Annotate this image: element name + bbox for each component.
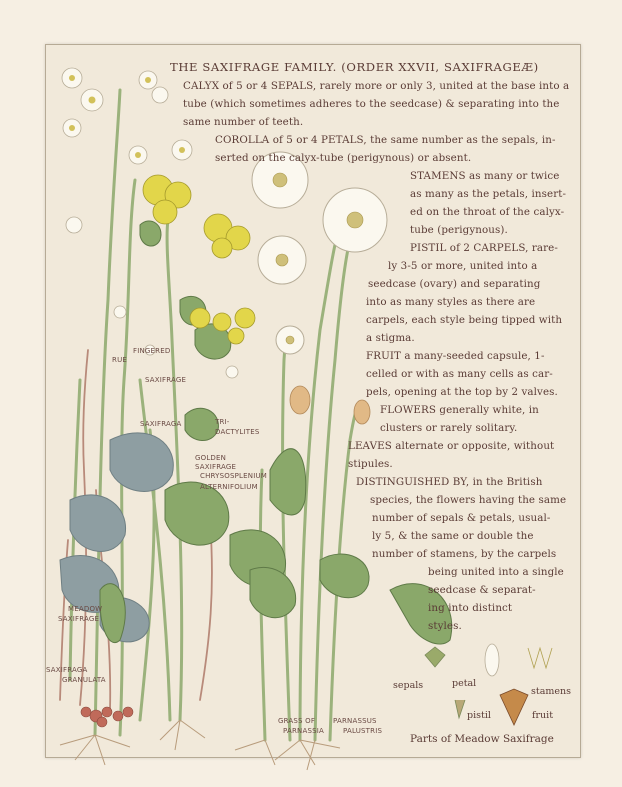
description-line: number of stamens, by the carpels	[372, 548, 557, 560]
label-golden-saxifrage: SAXIFRAGE	[195, 463, 237, 471]
description-line: PISTIL of 2 CARPELS, rare-	[410, 242, 558, 254]
label-stamens: stamens	[531, 686, 571, 697]
label-saxifraga-granulata: SAXIFRAGA	[46, 666, 88, 674]
description-line: FLOWERS generally white, in	[380, 404, 539, 416]
description-line: clusters or rarely solitary.	[380, 422, 518, 434]
label-meadow-saxifrage: SAXIFRAGE	[58, 615, 100, 623]
label-saxifraga: SAXIFRAGA	[140, 420, 182, 428]
description-line: ing into distinct	[428, 602, 513, 614]
description-line: ly 5, & the same or double the	[372, 530, 534, 542]
label-golden-saxifrage: GOLDEN	[195, 454, 227, 462]
description-line: pels, opening at the top by 2 valves.	[366, 386, 558, 398]
description-line: ly 3-5 or more, united into a	[388, 260, 538, 272]
label-meadow-saxifrage: MEADOW	[68, 605, 103, 613]
description-line: being united into a single	[428, 566, 564, 578]
label-pistil: pistil	[467, 710, 491, 721]
description-line: COROLLA of 5 or 4 PETALS, the same number as the sepals, in-	[215, 134, 556, 146]
description-line: as many as the petals, insert-	[410, 188, 567, 200]
description-line: carpels, each style being tipped with	[366, 314, 563, 326]
description-line: same number of teeth.	[183, 116, 304, 128]
description-line: celled or with as many cells as car-	[366, 368, 553, 380]
description-line: LEAVES alternate or opposite, without	[348, 440, 555, 452]
label-fruit: fruit	[532, 710, 554, 721]
description-line: tube (which sometimes adheres to the seedcase) & separating into the	[183, 98, 560, 110]
description-line: ed on the throat of the calyx-	[410, 206, 565, 218]
description-line: FRUIT a many-seeded capsule, 1-	[366, 350, 545, 362]
description-line: into as many styles as there are	[366, 296, 536, 308]
description-line: a stigma.	[366, 332, 415, 344]
description-line: seedcase (ovary) and separating	[368, 278, 541, 290]
description-line: CALYX of 5 or 4 SEPALS, rarely more or only 3, united at the base into a	[183, 80, 570, 92]
label-fingered-saxifrage: SAXIFRAGE	[145, 376, 187, 384]
label-tridactylites: TRI-	[215, 418, 230, 426]
label-saxifraga-granulata: GRANULATA	[62, 676, 106, 684]
label-sepals: sepals	[393, 680, 424, 691]
description-line: species, the flowers having the same	[370, 494, 567, 506]
description-line: DISTINGUISHED BY, in the British	[356, 476, 543, 488]
label-parnassus-palustris: PALUSTRIS	[343, 727, 383, 735]
description-line: styles.	[428, 620, 462, 632]
label-rue: RUE	[112, 356, 128, 364]
parts-caption: Parts of Meadow Saxifrage	[410, 733, 554, 745]
label-parnassus-palustris: PARNASSUS	[333, 717, 377, 725]
label-fingered-saxifrage: FINGERED	[133, 347, 171, 355]
description-line: stipules.	[348, 458, 393, 470]
label-grass-of-parnassia: PARNASSIA	[283, 727, 324, 735]
description-line: serted on the calyx-tube (perigynous) or absent.	[215, 152, 472, 164]
plate-title: THE SAXIFRAGE FAMILY. (ORDER XXVII, SAXIFRAGEÆ)	[170, 60, 539, 74]
label-tridactylites: DACTYLITES	[215, 428, 260, 436]
label-chrysosplenium: CHRYSOSPLENIUM	[200, 472, 268, 480]
label-grass-of-parnassia: GRASS OF	[278, 717, 316, 725]
description-line: seedcase & separat-	[428, 584, 536, 596]
label-chrysosplenium: ALTERNIFOLIUM	[200, 483, 258, 491]
description-line: number of sepals & petals, usual-	[372, 512, 551, 524]
description-line: tube (perigynous).	[410, 224, 508, 236]
description-line: STAMENS as many or twice	[410, 170, 560, 182]
label-petal: petal	[452, 678, 477, 689]
